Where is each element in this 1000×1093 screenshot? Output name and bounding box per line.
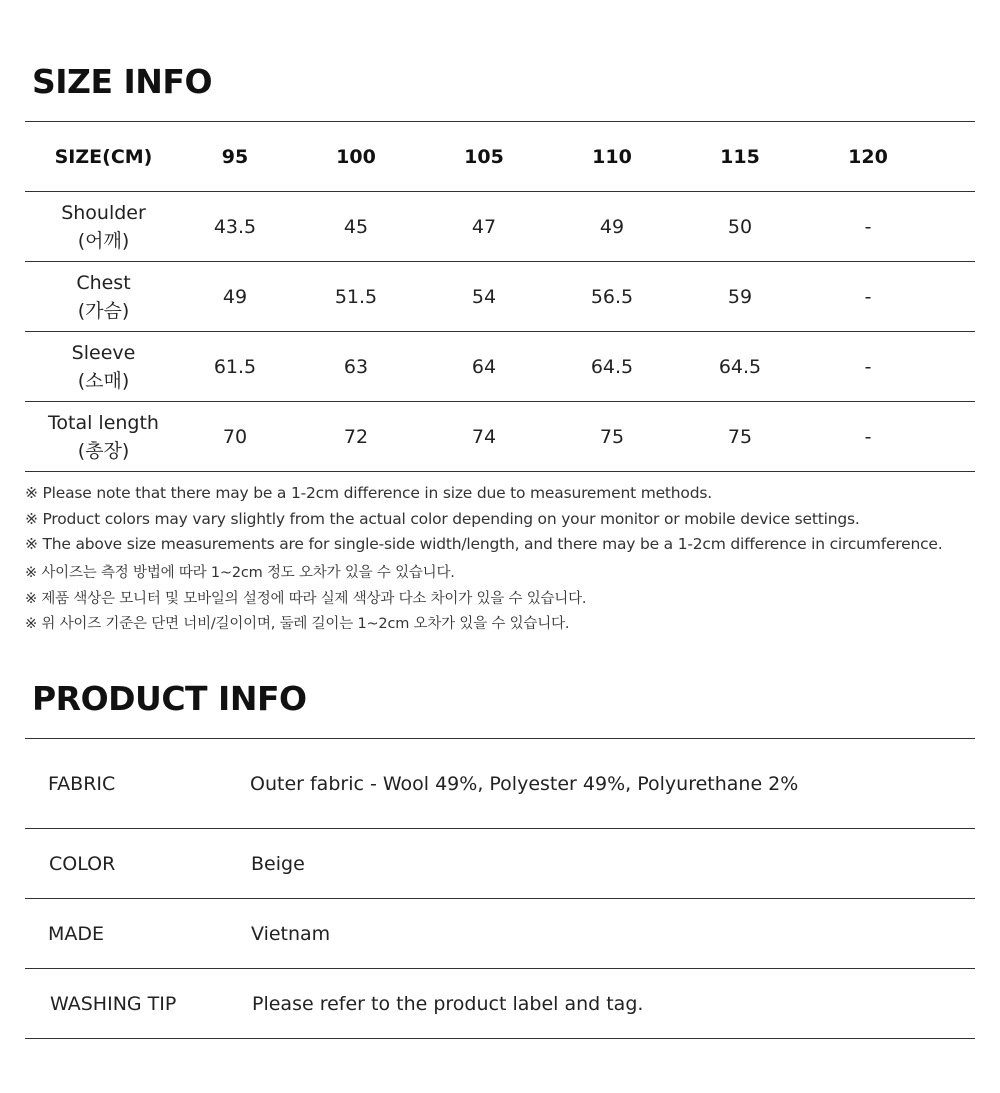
row-label-en: Chest xyxy=(76,271,131,294)
info-value: Beige xyxy=(251,852,305,875)
info-value: Please refer to the product label and tag. xyxy=(252,992,644,1015)
header-size-115: 115 xyxy=(720,145,760,168)
row-label-ko: (가슴) xyxy=(77,299,130,322)
header-size-110: 110 xyxy=(592,145,632,168)
info-value: Vietnam xyxy=(251,922,331,945)
table-bottom-rule xyxy=(25,471,975,472)
row-label-en: Sleeve xyxy=(71,341,136,364)
size-table-header xyxy=(25,122,975,191)
row-label-ko: (소매) xyxy=(77,369,130,392)
table-cell: 47 xyxy=(471,215,497,238)
table-row-chest xyxy=(25,262,975,331)
table-cell: 72 xyxy=(343,425,369,448)
table-cell: 63 xyxy=(343,355,369,378)
table-cell: 75 xyxy=(599,425,625,448)
table-cell: 49 xyxy=(222,285,248,308)
table-cell: 43.5 xyxy=(213,215,257,238)
header-size-120: 120 xyxy=(848,145,888,168)
table-cell: 59 xyxy=(727,285,753,308)
table-cell: 49 xyxy=(599,215,625,238)
row-label-en: Shoulder xyxy=(61,201,146,224)
row-label xyxy=(25,332,182,401)
row-label xyxy=(25,402,182,471)
info-row-fabric xyxy=(25,739,975,828)
table-cell: 54 xyxy=(471,285,497,308)
info-key: WASHING TIP xyxy=(50,992,177,1015)
table-cell: 64 xyxy=(471,355,497,378)
table-row-shoulder xyxy=(25,192,975,261)
table-cell: 45 xyxy=(343,215,369,238)
info-key: FABRIC xyxy=(48,772,116,795)
table-cell: - xyxy=(864,215,872,238)
product-table-bottom-rule xyxy=(25,1038,975,1039)
info-row-color xyxy=(25,829,975,898)
row-label-ko: (총장) xyxy=(77,439,130,462)
note-line: ※ Please note that there may be a 1-2cm difference in size due to measurement methods. xyxy=(25,484,712,502)
table-row-sleeve xyxy=(25,332,975,401)
info-row-washing-tip xyxy=(25,969,975,1038)
table-cell: 51.5 xyxy=(334,285,378,308)
info-row-made xyxy=(25,899,975,968)
size-notes-korean xyxy=(25,561,586,638)
table-cell: - xyxy=(864,355,872,378)
note-line: ※ 제품 색상은 모니터 및 모바일의 설정에 따라 실제 색상과 다소 차이가 있을 수 있습니다. xyxy=(25,590,587,607)
row-label-ko: (어깨) xyxy=(77,229,130,252)
header-size-100: 100 xyxy=(336,145,376,168)
note-line: ※ 위 사이즈 기준은 단면 너비/길이이며, 둘레 길이는 1~2cm 오차가 있을 수 있습니다. xyxy=(25,616,570,632)
note-line: ※ 사이즈는 측정 방법에 따라 1~2cm 정도 오차가 있을 수 있습니다. xyxy=(25,565,455,581)
table-cell: 56.5 xyxy=(590,285,634,308)
info-key: MADE xyxy=(48,922,105,945)
header-size-105: 105 xyxy=(464,145,504,168)
size-notes-english xyxy=(25,481,942,558)
table-cell: 50 xyxy=(727,215,753,238)
note-line: ※ Product colors may vary slightly from the actual color depending on your monitor or mobile device settings. xyxy=(25,509,860,528)
row-label-en: Total length xyxy=(48,411,159,434)
table-cell: 64.5 xyxy=(718,355,762,378)
header-size-95: 95 xyxy=(221,145,249,168)
table-cell: - xyxy=(864,425,872,448)
table-cell: 70 xyxy=(222,425,248,448)
table-cell: - xyxy=(864,285,872,308)
table-cell: 74 xyxy=(471,425,497,448)
note-line: ※ The above size measurements are for single-side width/length, and there may be a 1-2cm difference in circumference. xyxy=(25,535,943,553)
table-cell: 61.5 xyxy=(213,355,257,378)
size-info-title: SIZE INFO xyxy=(32,62,212,101)
info-key: COLOR xyxy=(49,852,116,875)
table-cell: 64.5 xyxy=(590,355,634,378)
product-info-title: PRODUCT INFO xyxy=(32,679,307,718)
table-row-total-length xyxy=(25,402,975,471)
table-cell: 75 xyxy=(727,425,753,448)
header-size-label: SIZE(CM) xyxy=(54,145,153,168)
row-label xyxy=(25,262,182,331)
info-value: Outer fabric - Wool 49%, Polyester 49%, Polyurethane 2% xyxy=(250,772,799,795)
row-label xyxy=(25,192,182,261)
